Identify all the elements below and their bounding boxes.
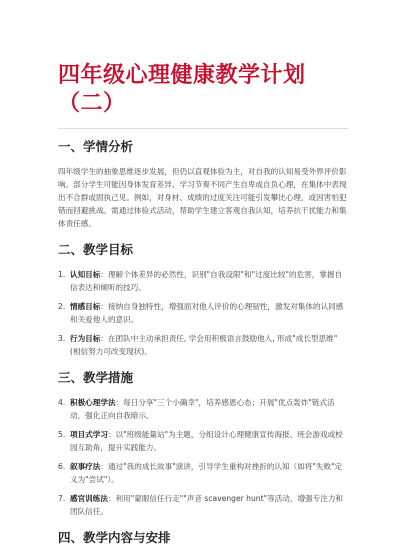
section-heading: 一、学情分析 xyxy=(58,139,134,154)
section-heading: 三、教学措施 xyxy=(58,370,134,385)
item-text: ：以"班级能量站"为主题，分组设计心理健康宣传海报、班会游戏或校园互助角，提升实践能力。 xyxy=(70,430,343,452)
goals-list xyxy=(58,268,348,358)
item-text: ：每日分享"三个小确幸"，培养感恩心态；开展"优点轰炸"链式活动，强化正向自我暗示。 xyxy=(70,398,335,420)
item-number: 1. xyxy=(58,270,66,279)
item-term: 认知目标 xyxy=(70,270,101,279)
list-item xyxy=(58,428,348,454)
item-term: 情感目标 xyxy=(70,302,101,311)
section-paragraph: 四年级学生的抽象思维逐步发展，但仍以直观体验为主，对自我的认知易受外界评价影响。部分学生可能因身体发育差异、学习节奏不同产生自卑或自负心理，在集体中表现出不合群或固执己见。例如，对身材、成绩的过度关注可能引发攀比心理，或因害怕犯错而回避挑战。需通过体验式活动，帮助学生建立客观自我认知，培养抗干扰能力和集体责任感。 xyxy=(58,167,347,228)
item-number: 3. xyxy=(58,334,66,343)
list-item xyxy=(58,460,348,486)
item-term: 感官训练法 xyxy=(70,494,108,503)
section-heading: 二、教学目标 xyxy=(58,242,134,257)
measures-list xyxy=(58,396,348,518)
item-text: ：利用"蒙眼信任行走""声音 scavenger hunt"等活动，增强专注力和团队信任。 xyxy=(70,494,344,516)
item-number: 5. xyxy=(58,430,66,439)
item-number: 2. xyxy=(58,302,66,311)
item-text: ：理解个体差异的必然性，识别"自我设限"和"过度比较"的危害，掌握自信表达和倾听的技巧。 xyxy=(70,270,343,292)
document-title: 四年级心理健康教学计划（二） xyxy=(58,63,306,116)
list-item xyxy=(58,268,348,294)
item-term: 行为目标 xyxy=(70,334,101,343)
list-item xyxy=(58,492,348,518)
item-number: 7. xyxy=(58,494,66,503)
list-item xyxy=(58,332,348,358)
list-item xyxy=(58,300,348,326)
item-text: ：通过"我的成长故事"演讲，引导学生重构对挫折的认知（如将"失败"定义为"尝试"）。 xyxy=(70,462,343,484)
item-number: 6. xyxy=(58,462,66,471)
item-term: 积极心理学法 xyxy=(70,398,116,407)
item-number: 4. xyxy=(58,398,66,407)
title-divider xyxy=(58,128,348,129)
item-text: ：在团队中主动承担责任, 学会用积极语言鼓励他人, 形成"成长型思维" (相信努力可改变现状)。 xyxy=(70,334,338,356)
item-term: 项目式学习 xyxy=(70,430,108,439)
section-situation-analysis xyxy=(58,139,348,230)
section-teaching-goals xyxy=(58,242,348,358)
item-term: 叙事疗法 xyxy=(70,462,101,471)
section-teaching-measures xyxy=(58,370,348,518)
section-heading: 四、教学内容与安排 xyxy=(58,530,171,545)
item-text: ：接纳自身独特性，增强面对他人评价的心理韧性，激发对集体的认同感和关爱他人的意识。 xyxy=(70,302,344,324)
section-teaching-content xyxy=(58,530,348,546)
list-item xyxy=(58,396,348,422)
